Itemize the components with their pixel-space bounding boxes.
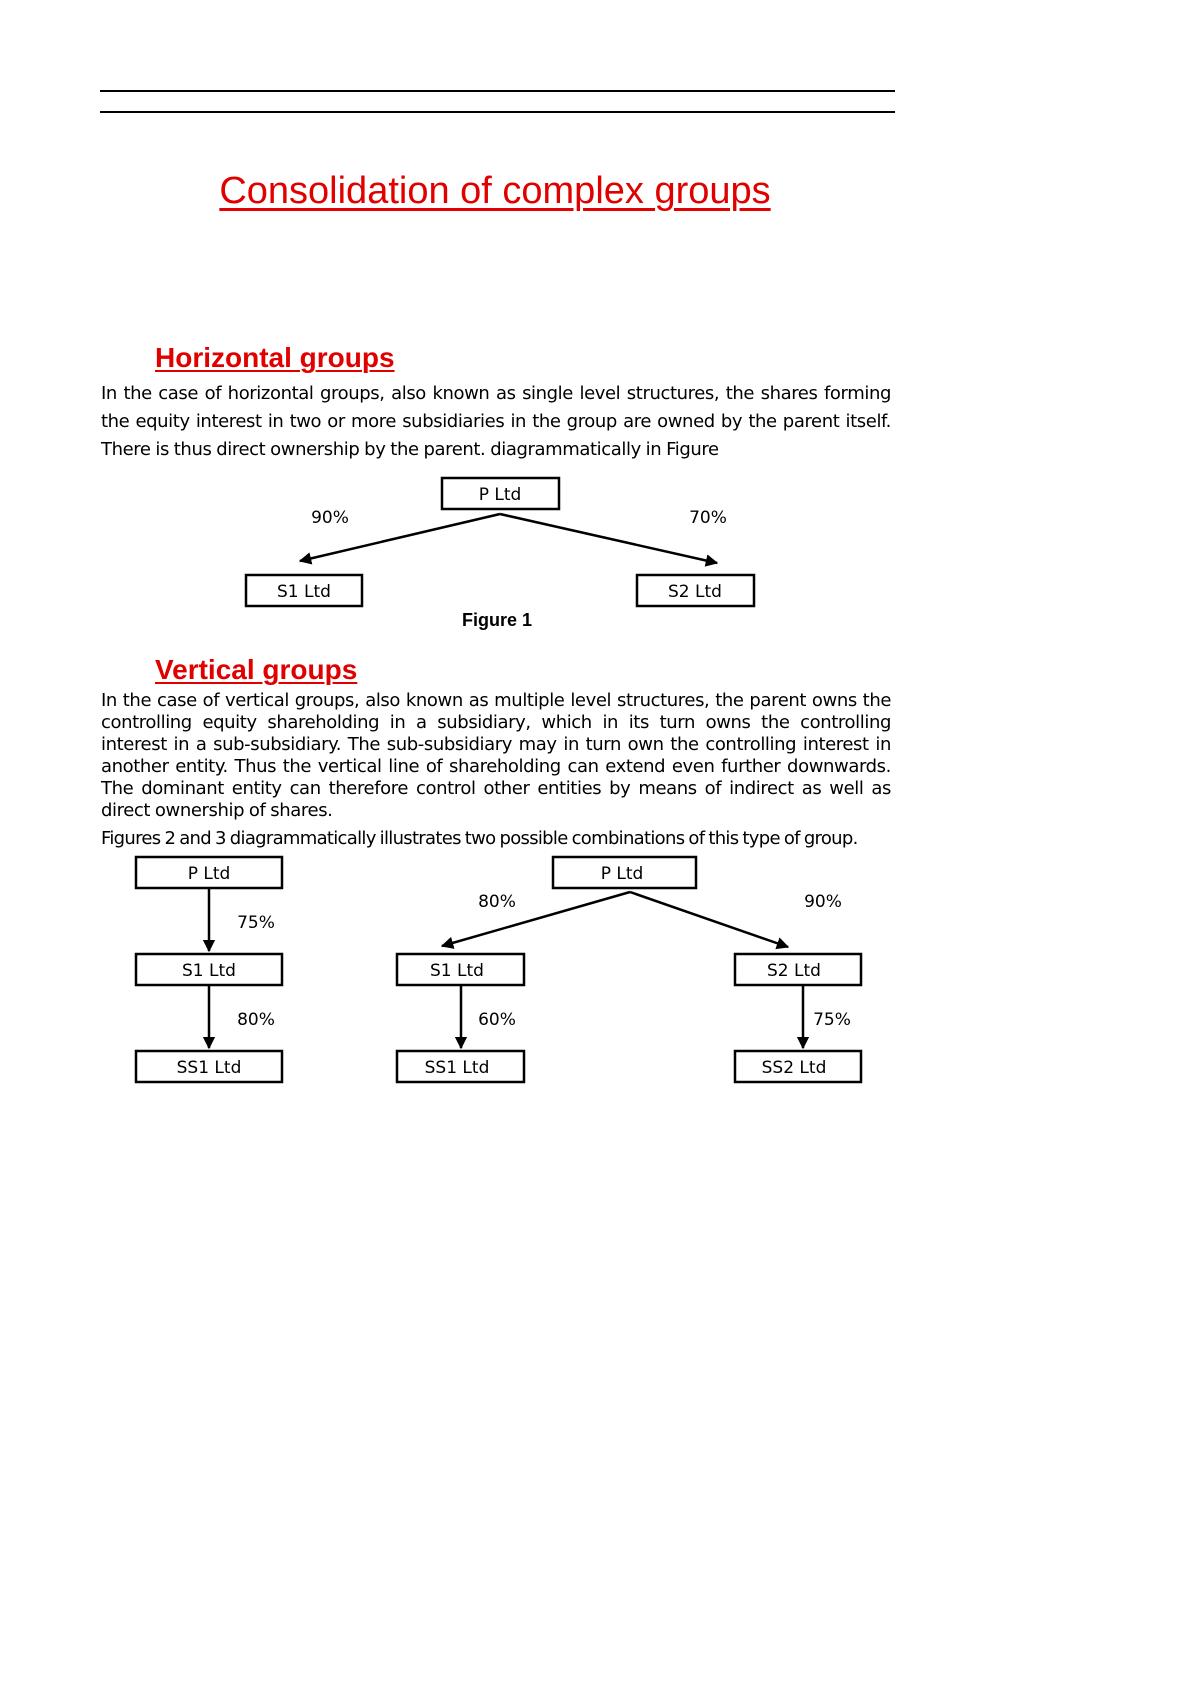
- figure-1: [246, 478, 754, 630]
- fig3-edge-s1: [442, 892, 630, 946]
- fig3-edge-s2: [630, 892, 788, 947]
- fig3-parent-label: P Ltd: [600, 864, 644, 884]
- fig1-s1-label: S1 Ltd: [277, 582, 331, 602]
- paragraph-vertical: In the case of vertical groups, also known as multiple level structures, the parent owns the controlling equity shareholding in a subsidiary, which in its turn owns the controlling interest in a sub-subsidiary. The sub-subsidiary may in turn own the controlling interest in another entity. Thus the vertical line of shareholding can extend even further downwards. The dominant entity can therefore control other entities by means of indirect as well as direct ownership of shares.: [101, 690, 891, 821]
- fig1-edge-s2: [500, 514, 717, 563]
- fig1-s2-label: S2 Ltd: [668, 582, 722, 602]
- paragraph-horizontal: In the case of horizontal groups, also known as single level structures, the shares forming the equity interest in two or more subsidiaries in the group are owned by the parent itself. There is thus direct ownership by the parent. diagrammatically in Figure: [101, 383, 891, 460]
- fig2-ss1-label: SS1 Ltd: [176, 1058, 242, 1078]
- fig3-percent-ss2: 75%: [813, 1010, 851, 1030]
- page-title: Consolidation of complex groups: [219, 170, 771, 212]
- figure-2: [136, 857, 282, 1082]
- fig3-percent-ss1: 60%: [478, 1010, 516, 1030]
- section-heading-horizontal: Horizontal groups: [155, 342, 395, 373]
- fig1-percent-s2: 70%: [689, 508, 727, 528]
- fig2-percent-2: 80%: [237, 1010, 275, 1030]
- figure-3: [397, 857, 861, 1082]
- fig3-percent-s2: 90%: [804, 892, 842, 912]
- fig2-percent-1: 75%: [237, 913, 275, 933]
- fig1-percent-s1: 90%: [311, 508, 349, 528]
- fig2-s1-label: S1 Ltd: [182, 961, 236, 981]
- fig2-parent-label: P Ltd: [187, 864, 231, 884]
- section-heading-vertical: Vertical groups: [155, 654, 358, 685]
- fig3-s2-label: S2 Ltd: [767, 961, 821, 981]
- fig3-ss1-label: SS1 Ltd: [424, 1058, 490, 1078]
- fig3-percent-s1: 80%: [478, 892, 516, 912]
- paragraph-figures-intro: Figures 2 and 3 diagrammatically illustrates two possible combinations of this type of group.: [101, 828, 858, 849]
- fig3-ss2-label: SS2 Ltd: [761, 1058, 827, 1078]
- fig1-parent-label: P Ltd: [478, 485, 522, 505]
- fig1-caption: Figure 1: [461, 610, 533, 630]
- fig3-s1-label: S1 Ltd: [430, 961, 484, 981]
